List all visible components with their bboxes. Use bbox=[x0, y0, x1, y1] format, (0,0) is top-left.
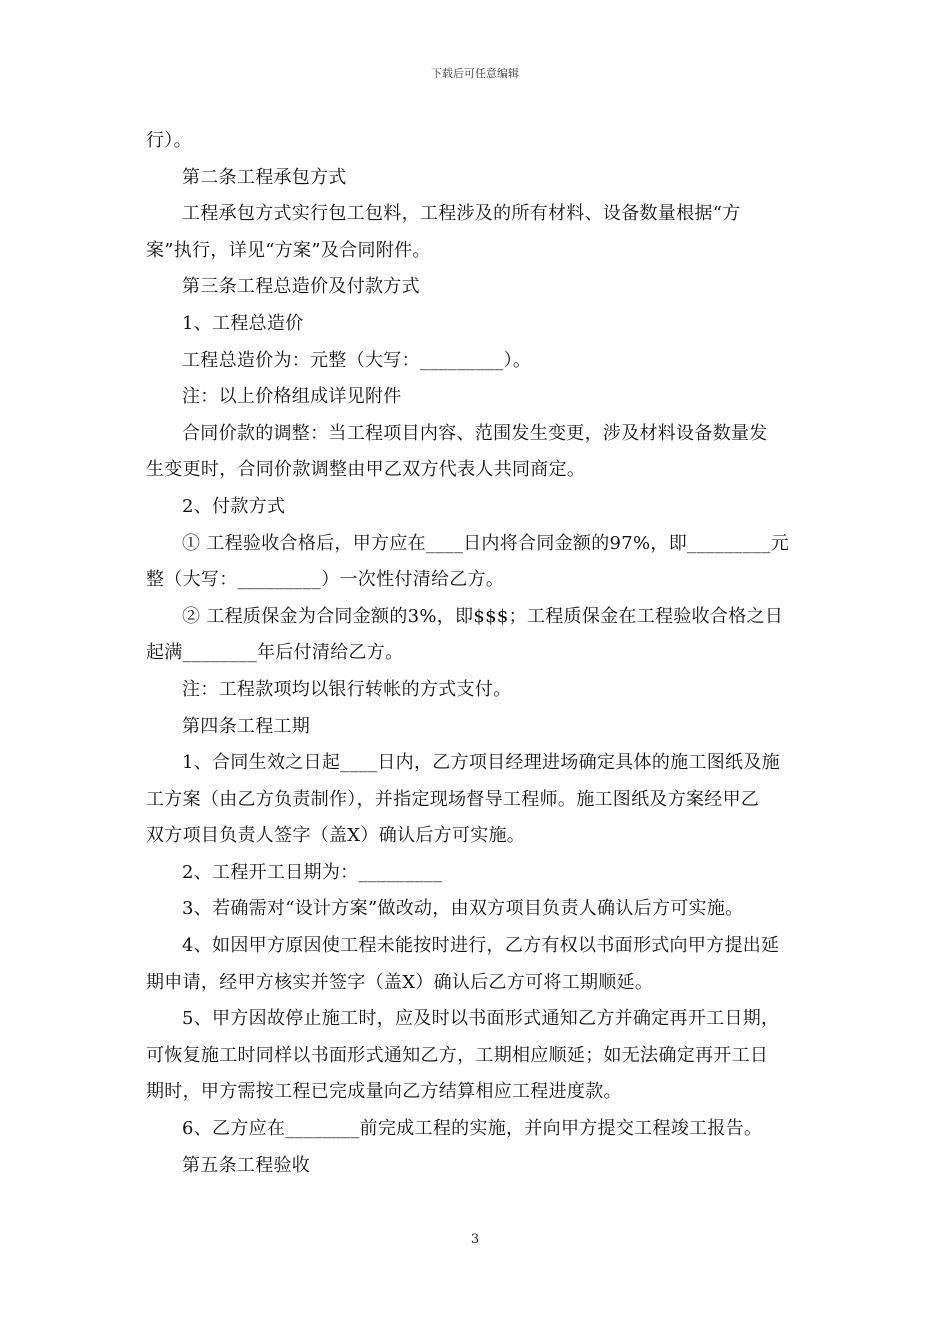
line-28: 6、乙方应在________前完成工程的实施，并向甲方提交工程竣工报告。 bbox=[182, 1118, 763, 1140]
line-25: 5、甲方因故停止施工时，应及时以书面形式通知乙方并确定再开工日期， bbox=[182, 1008, 780, 1030]
line-26: 可恢复施工时同样以书面形式通知乙方，工期相应顺延；如无法确定再开工日 bbox=[146, 1044, 769, 1066]
line-06: 1、工程总造价 bbox=[182, 312, 304, 334]
page-number: 3 bbox=[470, 1232, 480, 1247]
article-2-heading: 第二条工程承包方式 bbox=[182, 166, 347, 188]
line-03: 工程承包方式实行包工包料，工程涉及的所有材料、设备数量根据“方 bbox=[182, 203, 741, 225]
line-21: 2、工程开工日期为：_________ bbox=[182, 861, 443, 883]
line-12: ① 工程验收合格后，甲方应在____日内将合同金额的97%，即_________元 bbox=[182, 532, 790, 554]
line-24: 期申请，经甲方核实并签字（盖X）确认后乙方可将工期顺延。 bbox=[146, 971, 654, 993]
page-header: 下载后可任意编辑 bbox=[431, 67, 519, 80]
line-09: 合同价款的调整：当工程项目内容、范围发生变更，涉及材料设备数量发 bbox=[182, 422, 768, 444]
article-4-heading: 第四条工程工期 bbox=[182, 715, 311, 737]
line-19: 工方案（由乙方负责制作），并指定现场督导工程师。施工图纸及方案经甲乙 bbox=[146, 788, 760, 810]
line-27: 期时，甲方需按工程已完成量向乙方结算相应工程进度款。 bbox=[146, 1081, 622, 1103]
line-15: 起满________年后付清给乙方。 bbox=[146, 642, 404, 664]
line-10: 生变更时，合同价款调整由甲乙双方代表人共同商定。 bbox=[146, 459, 586, 481]
line-04: 案”执行，详见“方案”及合同附件。 bbox=[146, 239, 431, 261]
line-07: 工程总造价为：元整（大写：_________）。 bbox=[182, 349, 532, 371]
line-18: 1、合同生效之日起____日内，乙方项目经理进场确定具体的施工图纸及施 bbox=[182, 752, 780, 774]
article-3-heading: 第三条工程总造价及付款方式 bbox=[182, 276, 420, 298]
line-20: 双方项目负责人签字（盖X）确认后方可实施。 bbox=[146, 825, 526, 847]
line-22: 3、若确需对“设计方案”做改动，由双方项目负责人确认后方可实施。 bbox=[182, 898, 744, 920]
line-16: 注：工程款项均以银行转帐的方式支付。 bbox=[182, 678, 512, 700]
line-23: 4、如因甲方原因使工程未能按时进行，乙方有权以书面形式向甲方提出延 bbox=[182, 935, 780, 957]
line-13: 整（大写：_________）一次性付清给乙方。 bbox=[146, 569, 505, 591]
line-11: 2、付款方式 bbox=[182, 495, 286, 517]
line-14: ② 工程质保金为合同金额的3%，即$$$；工程质保金在工程验收合格之日 bbox=[182, 605, 784, 627]
line-08: 注：以上价格组成详见附件 bbox=[182, 386, 402, 408]
document-body bbox=[146, 123, 806, 1184]
line-01: 行）。 bbox=[146, 130, 192, 151]
article-5-heading: 第五条工程验收 bbox=[182, 1154, 311, 1176]
